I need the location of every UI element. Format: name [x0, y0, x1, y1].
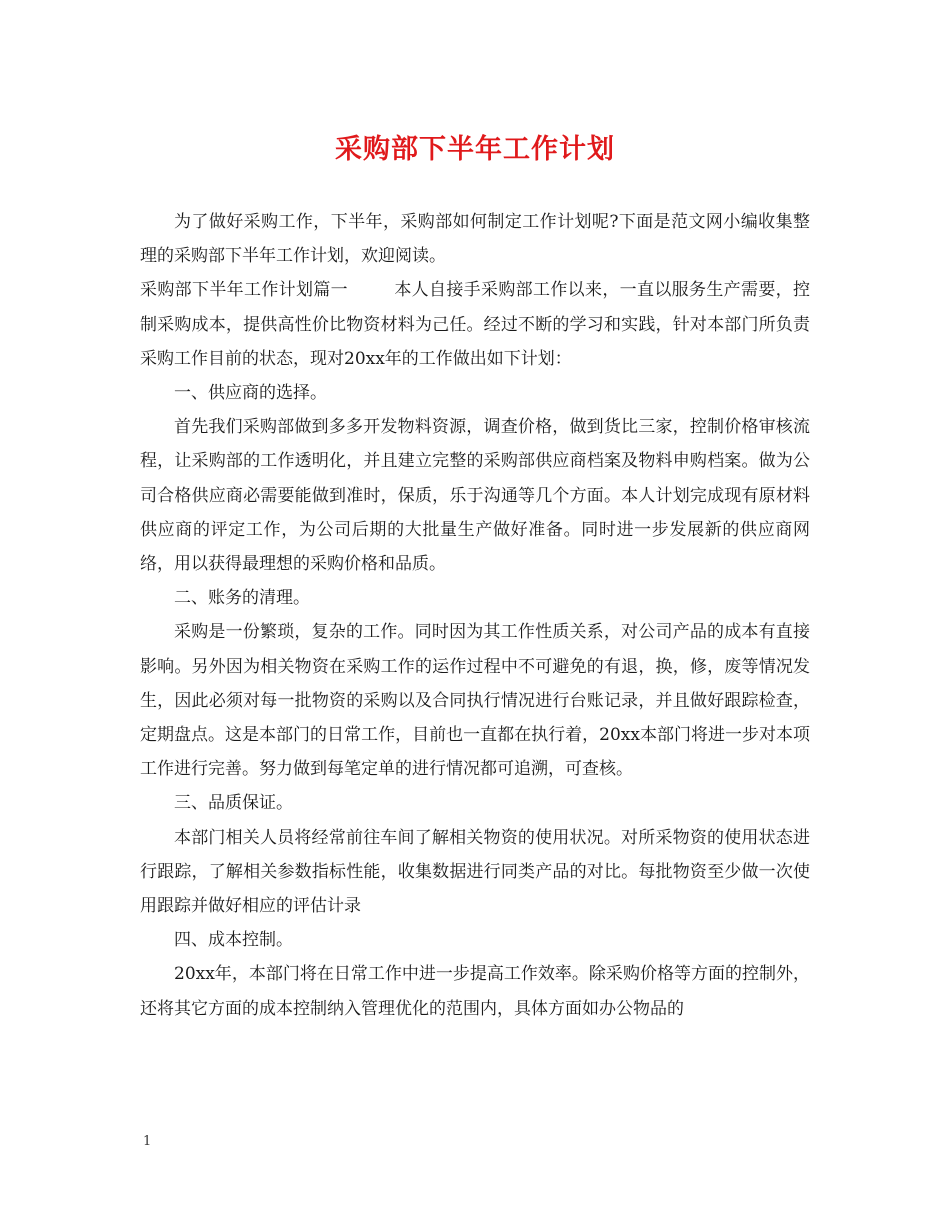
plan-intro-paragraph	[140, 273, 810, 376]
document-title: 采购部下半年工作计划	[335, 134, 615, 165]
paragraph-suppliers: 首先我们采购部做到多多开发物料资源，调查价格，做到货比三家，控制价格审核流程，让采购部的工作透明化，并且建立完整的采购部供应商档案及物料申购档案。做为公司合格供应商必需要能做到准时，保质，乐于沟通等几个方面。本人计划完成现有原材料供应商的评定工作，为公司后期的大批量生产做好准备。同时进一步发展新的供应商网络，用以获得最理想的采购价格和品质。	[140, 417, 810, 575]
section-heading-quality: 三、品质保证。	[174, 793, 293, 814]
paragraph-accounts: 采购是一份繁琐，复杂的工作。同时因为其工作性质关系，对公司产品的成本有直接影响。另外因为相关物资在采购工作的运作过程中不可避免的有退，换，修，废等情况发生，因此必须对每一批物资的采购以及合同执行情况进行台账记录，并且做好跟踪检查，定期盘点。这是本部门的日常工作，目前也一直都在执行着，20xx本部门将进一步对本项工作进行完善。努力做到每笔定单的进行情况都可追溯，可查核。	[140, 622, 810, 780]
paragraph-quality: 本部门相关人员将经常前往车间了解相关物资的使用状况。对所采物资的使用状态进行跟踪，了解相关参数指标性能，收集数据进行同类产品的对比。每批物资至少做一次使用跟踪并做好相应的评估计录	[140, 827, 810, 917]
section-heading-suppliers: 一、供应商的选择。	[174, 383, 327, 404]
document-body	[140, 205, 810, 1026]
section-heading-accounts: 二、账务的清理。	[174, 588, 310, 609]
paragraph-cost: 20xx年，本部门将在日常工作中进一步提高工作效率。除采购价格等方面的控制外，还将其它方面的成本控制纳入管理优化的范围内，具体方面如办公物品的	[140, 964, 810, 1019]
intro-paragraph: 为了做好采购工作，下半年，采购部如何制定工作计划呢?下面是范文网小编收集整理的采购部下半年工作计划，欢迎阅读。	[140, 212, 810, 267]
page-number: 1	[143, 1134, 152, 1149]
section-label: 采购部下半年工作计划篇一	[140, 280, 348, 301]
plan-intro-text: 本人自接手采购部工作以来，一直以服务生产需要，控制采购成本，提供高性价比物资材料为己任。经过不断的学习和实践，针对本部门所负责采购工作目前的状态，现对20xx年的工作做出如下计划：	[140, 280, 810, 369]
section-heading-cost: 四、成本控制。	[174, 930, 293, 951]
